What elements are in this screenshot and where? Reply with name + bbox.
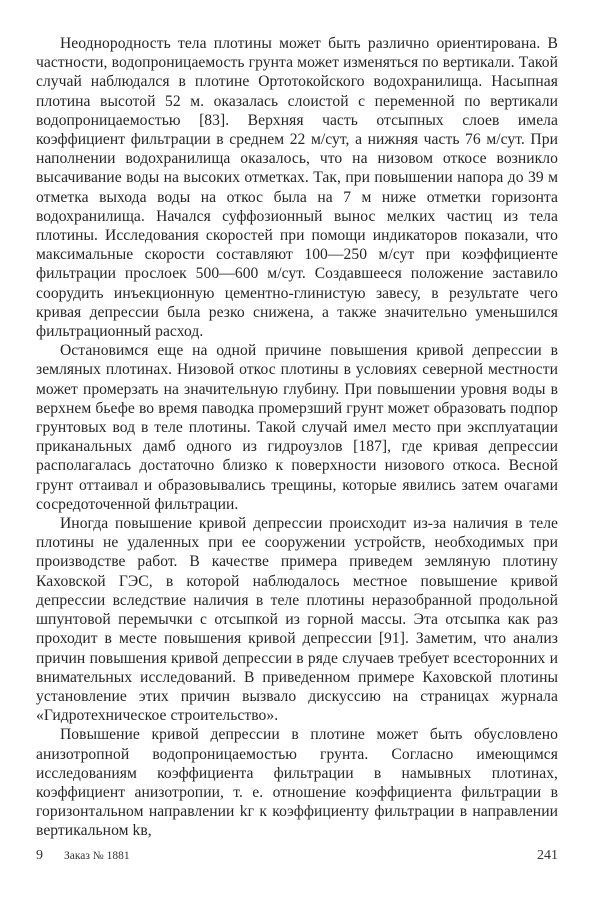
print-order-number: Заказ № 1881	[64, 850, 130, 862]
signature-mark: 9	[36, 848, 43, 863]
page-body	[36, 34, 558, 841]
paragraph-2: Остановимся еще на одной причине повышения кривой депрессии в земляных плотинах. Низовой откос плотины в условиях северной местности может промерзать на значительную глубину. При повышении уровня воды в верхнем бьефе во время паводка промерзший грунт может образовать подпор грунтовых вод в теле плотины. Такой случай имел место при эксплуатации приканальных дамб одного из гидроузлов [187], где кривая депрессии располагалась достаточно близко к поверхности низового откоса. Весной грунт оттаивал и образовывались трещины, которые явились затем очагами сосредоточенной фильтрации.	[36, 342, 558, 513]
page-footer	[36, 848, 558, 868]
paragraph-4: Повышение кривой депрессии в плотине может быть обусловлено анизотропной водопроницаемостью грунта. Согласно имеющимся исследованиям коэффициента фильтрации в намывных плотинах, коэффициент анизотропии, т. е. отношение коэффициента фильтрации в горизонтальном направлении kг к коэффициенту фильтрации в направлении вертикальном kв,	[36, 726, 558, 840]
paragraph-1: Неоднородность тела плотины может быть различно ориентирована. В частности, водопроницаемость грунта может изменяться по вертикали. Такой случай наблюдался в плотине Ортотокойского водохранилища. Насыпная плотина высотой 52 м. оказалась слоистой с переменной по вертикали водопроницаемостью [83]. Верхняя часть отсыпных слоев имела коэффициент фильтрации в среднем 22 м/сут, а нижняя часть 76 м/сут. При наполнении водохранилища оказалось, что на низовом откосе возникло высачивание воды на высоких отметках. Так, при повышении напора до 39 м отметка выхода воды на откос была на 7 м ниже отметки горизонта водохранилища. Начался суффозионный вынос мелких частиц из тела плотины. Исследования скоростей при помощи индикаторов показали, что максимальные скорости составляют 100—250 м/сут при коэффициенте фильтрации прослоек 500—600 м/сут. Создавшееся положение заставило соорудить инъекционную цементно-глинистую завесу, в результате чего кривая депрессии была резко снижена, а также значительно уменьшился фильтрационный расход.	[36, 35, 558, 341]
paragraph-3: Иногда повышение кривой депрессии происходит из-за наличия в теле плотины не удаленных при ее сооружении устройств, необходимых при производстве работ. В качестве примера приведем земляную плотину Каховской ГЭС, в которой наблюдалось местное повышение кривой депрессии вследствие наличия в теле плотины неразобранной продольной шпунтовой перемычки с отсыпкой из горной массы. Эта отсыпка как раз проходит в месте повышения кривой депрессии [91]. Заметим, что анализ причин повышения кривой депрессии в ряде случаев требует всесторонних и внимательных исследований. В приведенном примере Каховской плотины установление этих причин вызвало дискуссию на страницах журнала «Гидротехническое строительство».	[36, 515, 558, 725]
page-number: 241	[537, 848, 558, 863]
